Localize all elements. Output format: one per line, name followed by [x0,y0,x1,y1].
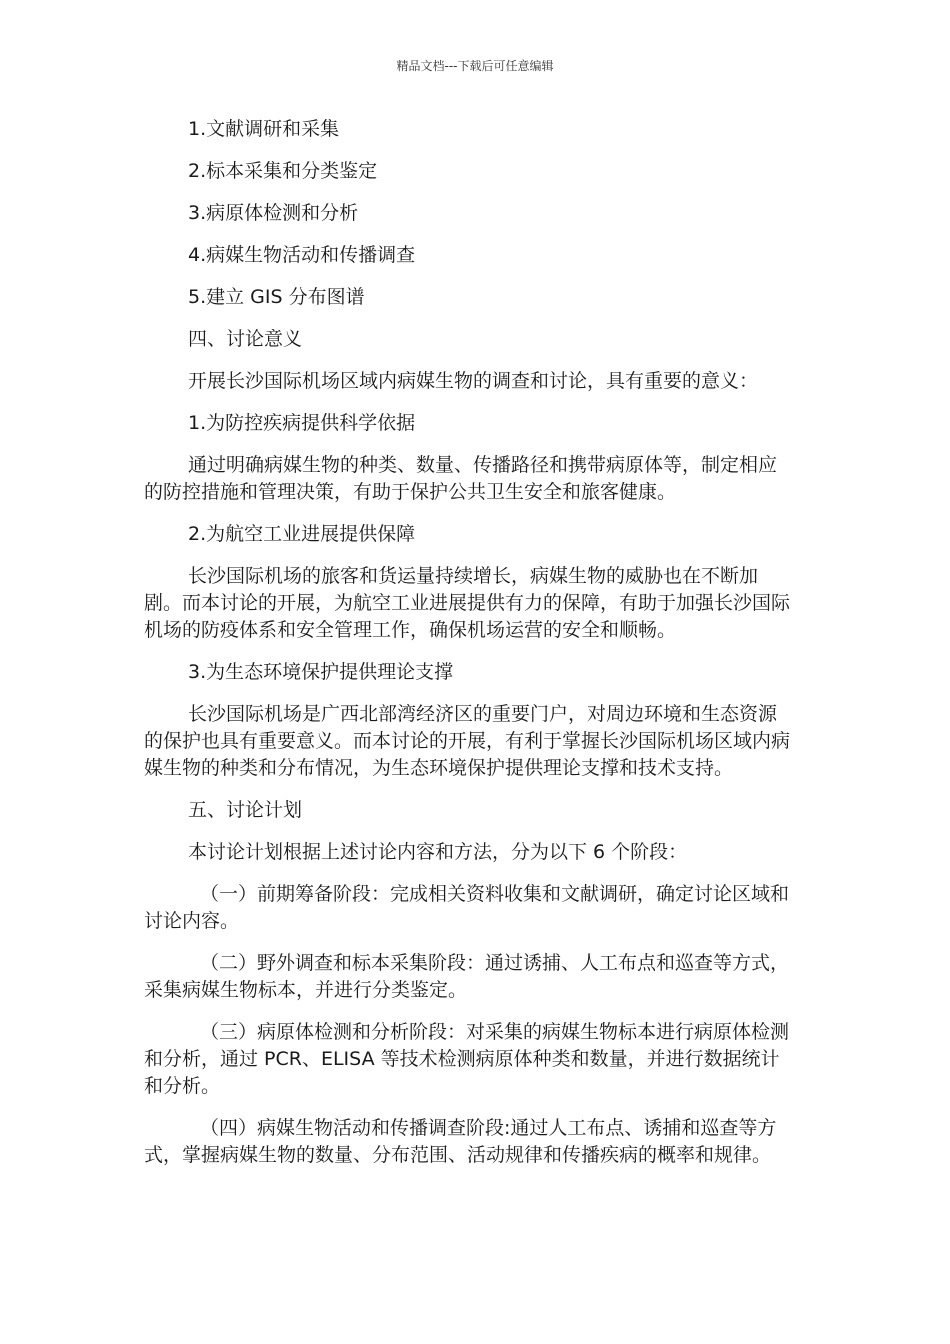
paragraph-ecology: 长沙国际机场是广西北部湾经济区的重要门户，对周边环境和生态资源的保护也具有重要意义。而本讨论的开展，有利于掌握长沙国际机场区域内病媒生物的种类和分布情况，为生态环境保护提供理论支撑和技术支持。 [144,703,791,779]
section-heading-plan: 五、讨论计划 [188,799,303,821]
paragraph-aviation: 长沙国际机场的旅客和货运量持续增长，病媒生物的威胁也在不断加剧。而本讨论的开展，为航空工业进展提供有力的保障，有助于加强长沙国际机场的防疫体系和安全管理工作，确保机场运营的安全和顺畅。 [144,565,791,641]
list-item-specimen: 2.标本采集和分类鉴定 [188,160,378,182]
paragraph-disease-control: 通过明确病媒生物的种类、数量、传播路径和携带病原体等，制定相应的防控措施和管理决策，有助于保护公共卫生安全和旅客健康。 [144,454,778,503]
subheading-disease-control: 1.为防控疾病提供科学依据 [188,412,416,434]
plan-stage-2: （二）野外调查和标本采集阶段：通过诱捕、人工布点和巡查等方式，采集病媒生物标本，并进行分类鉴定。 [144,952,790,1001]
list-item-gis: 5.建立 GIS 分布图谱 [188,286,365,308]
paragraph-plan-intro: 本讨论计划根据上述讨论内容和方法，分为以下 6 个阶段： [188,841,688,863]
page-header: 精品文档---下载后可任意编辑 [396,59,554,73]
list-item-literature: 1.文献调研和采集 [188,118,340,140]
subheading-aviation: 2.为航空工业进展提供保障 [188,523,416,545]
plan-stage-4: （四）病媒生物活动和传播调查阶段:通过人工布点、诱捕和巡查等方式，掌握病媒生物的数量、分布范围、活动规律和传播疾病的概率和规律。 [144,1117,777,1166]
subheading-ecology: 3.为生态环境保护提供理论支撑 [188,661,454,683]
plan-stage-3: （三）病原体检测和分析阶段：对采集的病媒生物标本进行病原体检测和分析，通过 PCR、ELISA 等技术检测病原体种类和数量，并进行数据统计和分析。 [144,1021,790,1097]
plan-stage-1: （一）前期筹备阶段：完成相关资料收集和文献调研，确定讨论区域和讨论内容。 [144,883,790,932]
paragraph-significance-intro: 开展长沙国际机场区域内病媒生物的调查和讨论，具有重要的意义： [188,370,759,392]
list-item-vector-activity: 4.病媒生物活动和传播调查 [188,244,416,266]
section-heading-significance: 四、讨论意义 [188,328,303,350]
list-item-pathogen: 3.病原体检测和分析 [188,202,359,224]
document-body [144,116,794,1169]
